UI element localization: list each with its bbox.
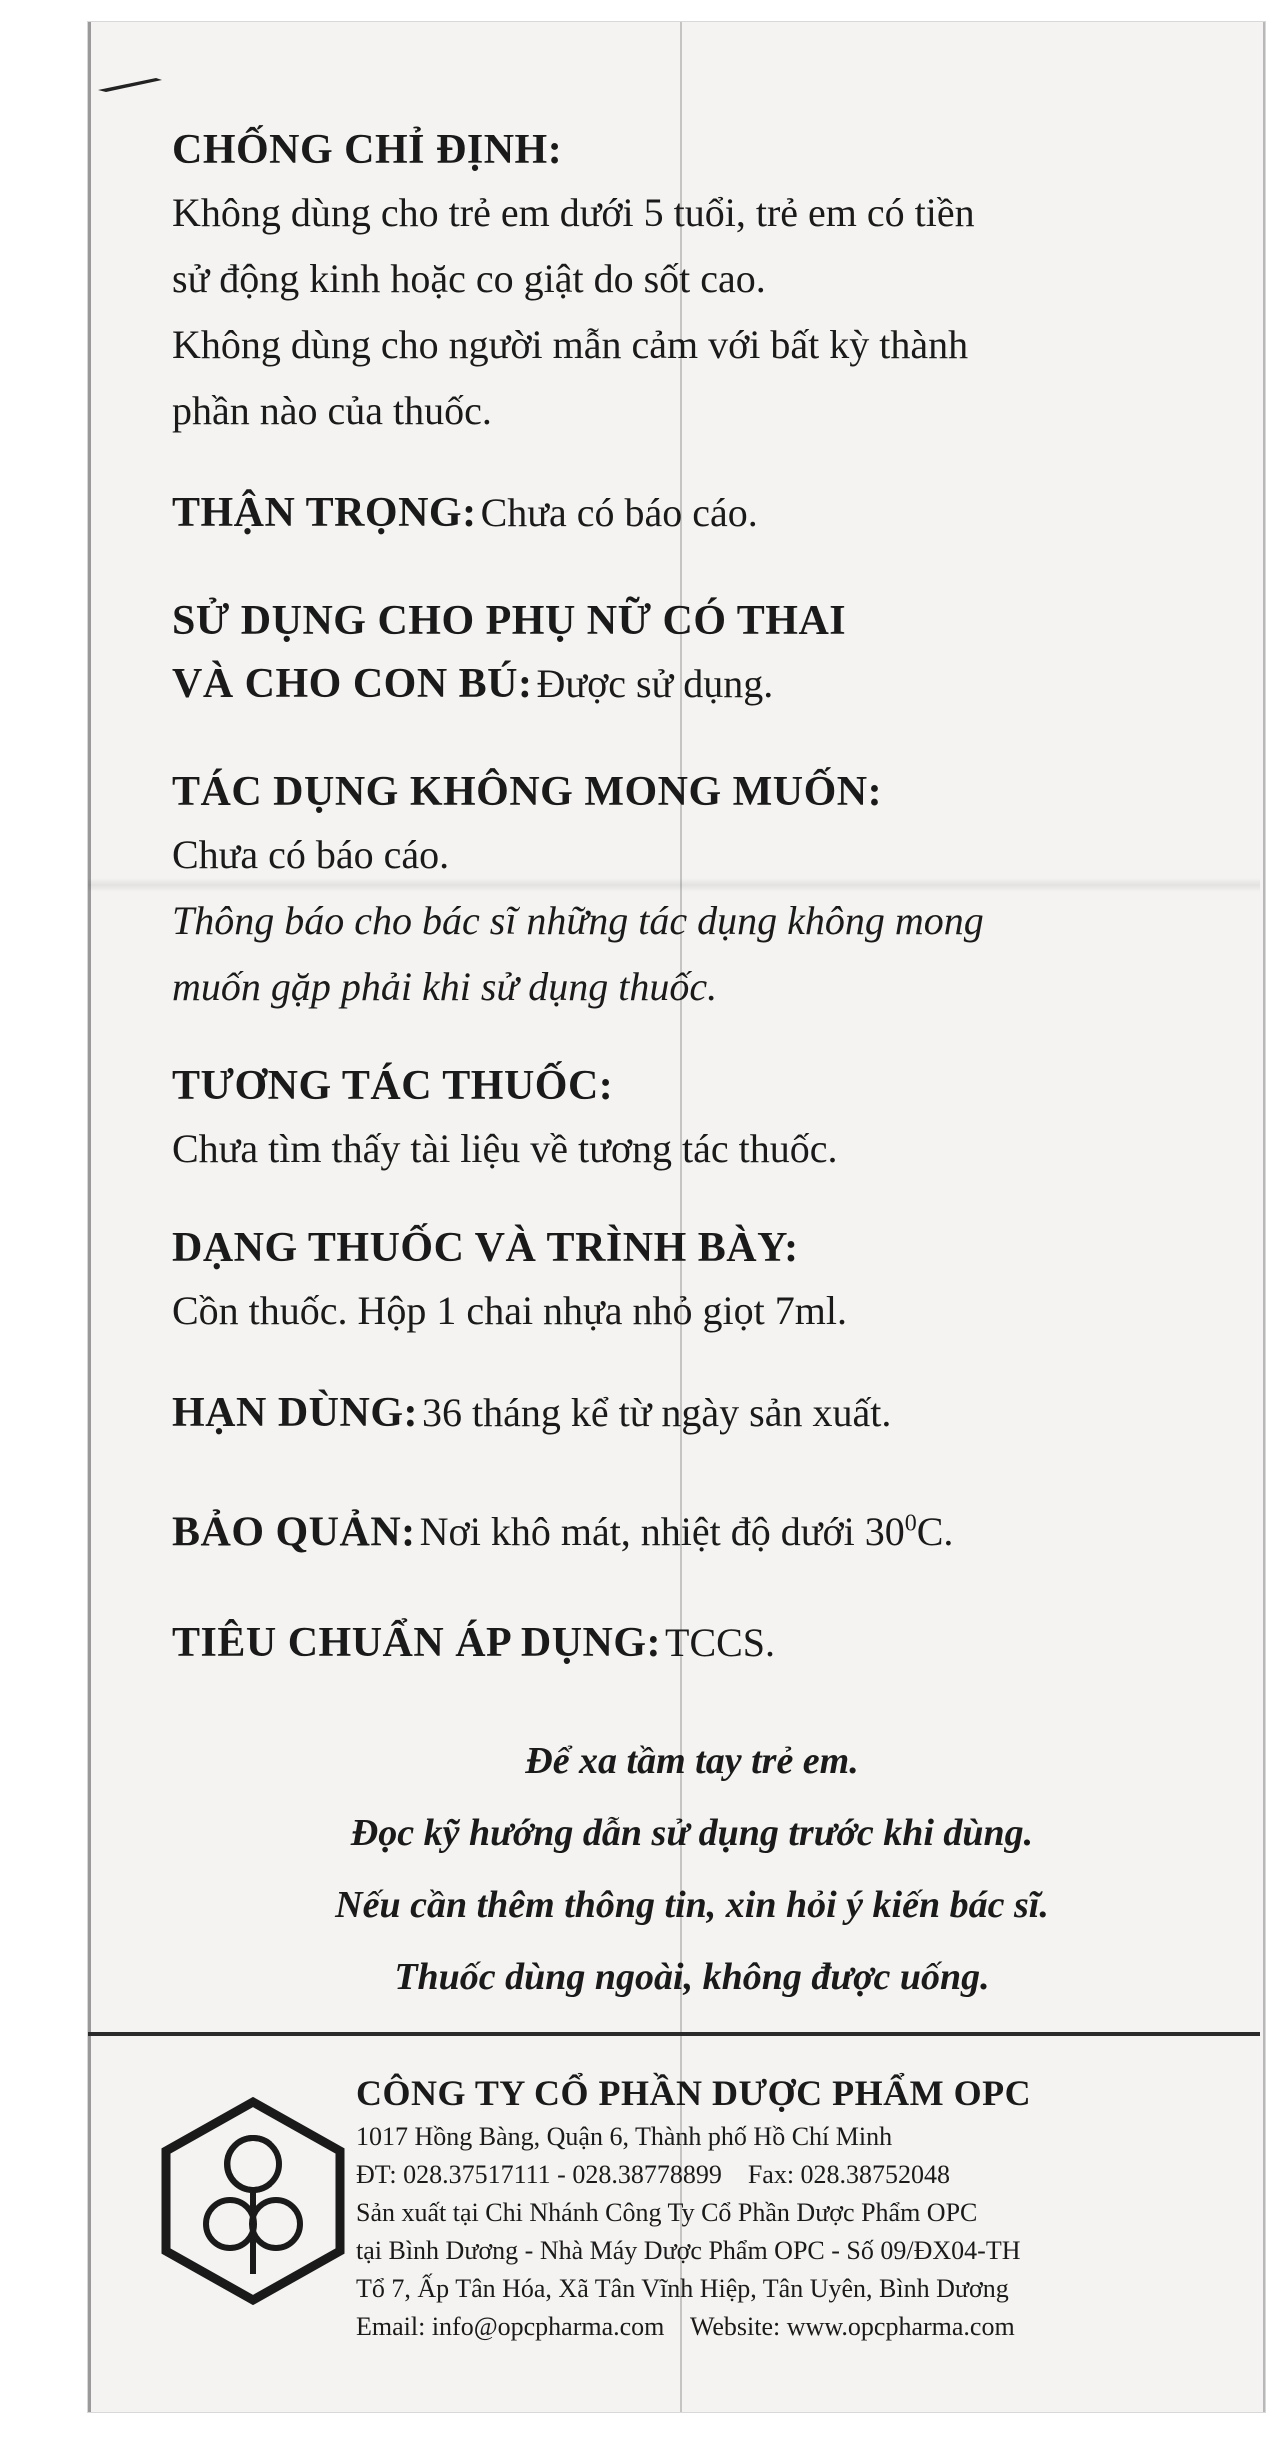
warning-line-3: Nếu cần thêm thông tin, xin hỏi ý kiến bác sĩ.	[335, 1884, 1049, 1927]
section-interactions	[172, 1056, 1212, 1182]
company-info	[356, 2068, 1236, 2346]
footer-divider	[88, 2032, 1260, 2036]
company-address: 1017 Hồng Bàng, Quận 6, Thành phố Hồ Chí Minh	[356, 2122, 893, 2151]
contraindications-line-1: Không dùng cho trẻ em dưới 5 tuổi, trẻ em có tiền	[172, 190, 975, 235]
warning-line-1: Để xa tầm tay trẻ em.	[525, 1740, 859, 1783]
warning-line-2: Đọc kỹ hướng dẫn sử dụng trước khi dùng.	[350, 1812, 1034, 1855]
section-side-effects	[172, 762, 1212, 1020]
storage-text	[420, 1509, 954, 1554]
interactions-text: Chưa tìm thấy tài liệu về tương tác thuốc.	[172, 1126, 838, 1171]
section-precautions	[172, 480, 1212, 555]
company-factory-line-1: Sản xuất tại Chi Nhánh Công Ty Cổ Phần Dược Phẩm OPC	[356, 2198, 978, 2227]
company-factory-line-3: Tổ 7, Ấp Tân Hóa, Xã Tân Vĩnh Hiệp, Tân Uyên, Bình Dương	[356, 2274, 1009, 2303]
warning-line-4: Thuốc dùng ngoài, không được uống.	[394, 1956, 990, 1999]
pregnancy-heading-line-1: SỬ DỤNG CHO PHỤ NỮ CÓ THAI	[172, 598, 847, 644]
warnings-block	[172, 1725, 1212, 2013]
pregnancy-heading-line-2: VÀ CHO CON BÚ:	[172, 661, 533, 707]
section-pregnancy	[172, 591, 1212, 726]
storage-degree: 0	[904, 1511, 917, 1537]
storage-text-main: Nơi khô mát, nhiệt độ dưới 30	[419, 1509, 905, 1555]
side-effects-note-line-1: Thông báo cho bác sĩ những tác dụng không mong	[172, 898, 984, 943]
contraindications-line-2: sử động kinh hoặc co giật do sốt cao.	[172, 256, 766, 301]
storage-text-unit: C.	[916, 1509, 954, 1555]
side-effects-heading: TÁC DỤNG KHÔNG MONG MUỐN:	[172, 769, 883, 815]
leaflet-content	[172, 120, 1212, 2013]
expiry-text: 36 tháng kể từ ngày sản xuất.	[421, 1390, 892, 1435]
section-contraindications	[172, 120, 1212, 444]
section-storage	[172, 1491, 1212, 1574]
section-dosage-form	[172, 1218, 1212, 1344]
section-expiry	[172, 1380, 1212, 1455]
contraindications-heading: CHỐNG CHỈ ĐỊNH:	[172, 127, 563, 173]
storage-heading: BẢO QUẢN:	[172, 1509, 416, 1556]
contraindications-line-4: phần nào của thuốc.	[172, 388, 492, 433]
company-factory-line-2: tại Bình Dương - Nhà Máy Dược Phẩm OPC - Số 09/ĐX04-TH	[356, 2236, 1021, 2265]
standard-heading: TIÊU CHUẨN ÁP DỤNG:	[172, 1620, 662, 1667]
side-effects-text: Chưa có báo cáo.	[172, 832, 450, 877]
dosage-form-heading: DẠNG THUỐC VÀ TRÌNH BÀY:	[172, 1225, 799, 1271]
expiry-heading: HẠN DÙNG:	[172, 1390, 418, 1436]
contraindications-line-3: Không dùng cho người mẫn cảm với bất kỳ thành	[172, 322, 969, 367]
interactions-heading: TƯƠNG TÁC THUỐC:	[172, 1063, 614, 1109]
opc-logo-icon	[158, 2096, 348, 2306]
section-standard	[172, 1610, 1212, 1685]
company-name: CÔNG TY CỔ PHẦN DƯỢC PHẨM OPC	[356, 2073, 1032, 2113]
company-contact: Email: info@opcpharma.com Website: www.opcpharma.com	[356, 2312, 1015, 2341]
pregnancy-text: Được sử dụng.	[536, 661, 774, 706]
standard-text: TCCS.	[665, 1620, 776, 1666]
precautions-text: Chưa có báo cáo.	[480, 490, 758, 535]
side-effects-note-line-2: muốn gặp phải khi sử dụng thuốc.	[172, 964, 718, 1009]
precautions-heading: THẬN TRỌNG:	[172, 490, 477, 536]
dosage-form-text: Cồn thuốc. Hộp 1 chai nhựa nhỏ giọt 7ml.	[172, 1288, 847, 1333]
torn-corner-mark	[96, 74, 166, 94]
company-phone: ĐT: 028.37517111 - 028.38778899 Fax: 028.38752048	[356, 2160, 951, 2189]
